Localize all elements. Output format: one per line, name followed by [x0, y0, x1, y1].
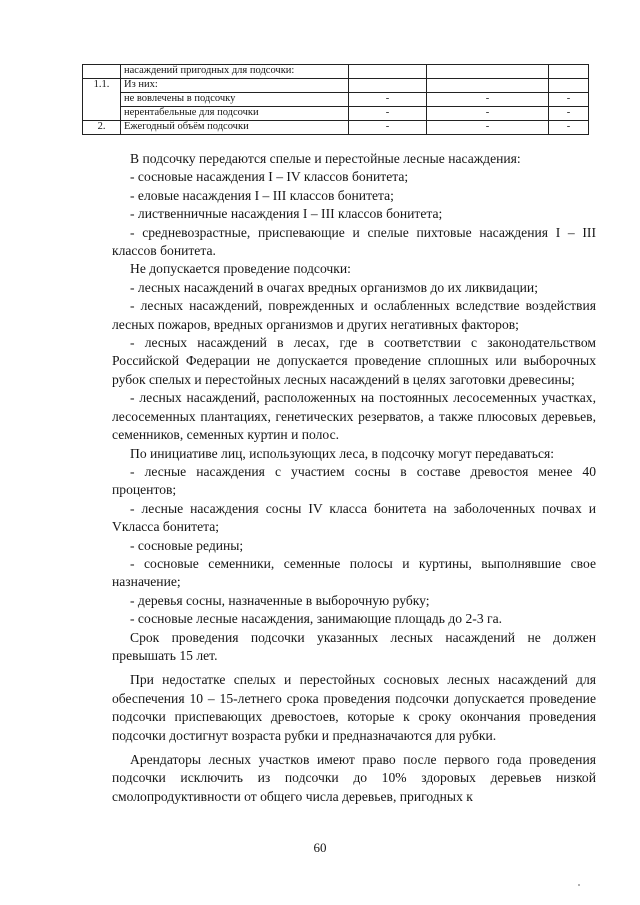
table-cell-value: - [549, 107, 589, 121]
list-item: - лиственничные насаждения I – III классов бонитета; [130, 206, 443, 222]
list-item: - лесных насаждений в лесах, где в соответствии с законодательством Российской Федерации не допускается проведение сплошных или выборочных рубок спелых и перестойных лесных насаждений в целях заготовки древесины; [112, 335, 596, 387]
table-cell-value [349, 65, 427, 79]
table-cell-num: 1.1. [83, 79, 121, 121]
paragraph: По инициативе лиц, использующих леса, в подсочку могут передаваться: [130, 445, 555, 461]
table-row [83, 93, 589, 107]
list-item: - еловые насаждения I – III классов бонитета; [130, 187, 394, 203]
table-cell-value [549, 79, 589, 93]
list-item: - сосновые редины; [130, 537, 244, 553]
table-cell-value: - [427, 121, 549, 135]
table-cell-value [427, 65, 549, 79]
list-item: - лесные насаждения сосны IV класса бонитета на заболоченных почвах и Vкласса бонитета; [112, 500, 596, 535]
table-cell-value: - [427, 107, 549, 121]
list-item: - лесных насаждений, расположенных на постоянных лесосеменных участках, лесосеменных плантациях, генетических резерватов, а также плюсовых деревьев, семенников, семенных куртин и полос. [112, 390, 596, 443]
table-cell-label: насаждений пригодных для подсочки: [121, 65, 349, 79]
table-cell-label: нерентабельные для подсочки [121, 107, 349, 121]
table-row [83, 121, 589, 135]
page-number: 60 [313, 840, 327, 855]
list-item: - сосновые насаждения I – IV классов бонитета; [130, 169, 409, 185]
paragraph: Арендаторы лесных участков имеют право после первого года проведения подсочки исключить из подсочки до 10% здоровых деревьев низкой смолопродуктивности от общего числа деревьев, пригодных к [112, 752, 596, 804]
list-item: - лесных насаждений в очагах вредных организмов до их ликвидации; [130, 279, 538, 295]
table-cell-value [349, 79, 427, 93]
table-cell-value: - [549, 93, 589, 107]
paragraph: Срок проведения подсочки указанных лесных насаждений не должен превышать 15 лет. [112, 629, 596, 663]
table-cell-value: - [427, 93, 549, 107]
table-cell-value: - [349, 107, 427, 121]
list-item: - сосновые лесные насаждения, занимающие площадь до 2-3 га. [130, 611, 503, 627]
list-item: - лесных насаждений, поврежденных и ослабленных вследствие воздействия лесных пожаров, вредных организмов и других негативных факторов; [112, 298, 596, 332]
list-item: - лесные насаждения с участием сосны в составе древостоя менее 40 процентов; [112, 463, 596, 498]
table-cell-value: - [549, 121, 589, 135]
paragraph: При недостатке спелых и перестойных сосновых лесных насаждений для обеспечения 10 – 15-летнего срока проведения подсочки допускается проведение подсочки приспевающих древостоев, которые к сроку окончания проведения подсочки достигнут возраста рубки и предназначаются для рубки. [112, 672, 596, 743]
table-row [83, 107, 589, 121]
list-item: - сосновые семенники, семенные полосы и куртины, выполнявшие свое назначение; [112, 555, 596, 590]
table-cell-value: - [349, 121, 427, 135]
list-item: - средневозрастные, приспевающие и спелые пихтовые насаждения I – III классов бонитета. [112, 224, 596, 259]
table-cell-label: Ежегодный объём подсочки [121, 121, 349, 135]
table-cell-value [549, 65, 589, 79]
table-cell-label: Из них: [121, 79, 349, 93]
table-row [83, 79, 589, 93]
body-text [112, 150, 596, 806]
table-cell-value [427, 79, 549, 93]
table-cell-value: - [349, 93, 427, 107]
table-cell-label: не вовлечены в подсочку [121, 93, 349, 107]
table-cell-num: 2. [83, 121, 121, 135]
list-item: - деревья сосны, назначенные в выборочную рубку; [130, 592, 430, 608]
paragraph: Не допускается проведение подсочки: [130, 261, 351, 277]
data-table [82, 64, 589, 135]
table-row [83, 65, 589, 79]
table-cell-num [83, 65, 121, 79]
scan-speck [578, 884, 580, 886]
paragraph: В подсочку передаются спелые и перестойные лесные насаждения: [130, 151, 521, 166]
